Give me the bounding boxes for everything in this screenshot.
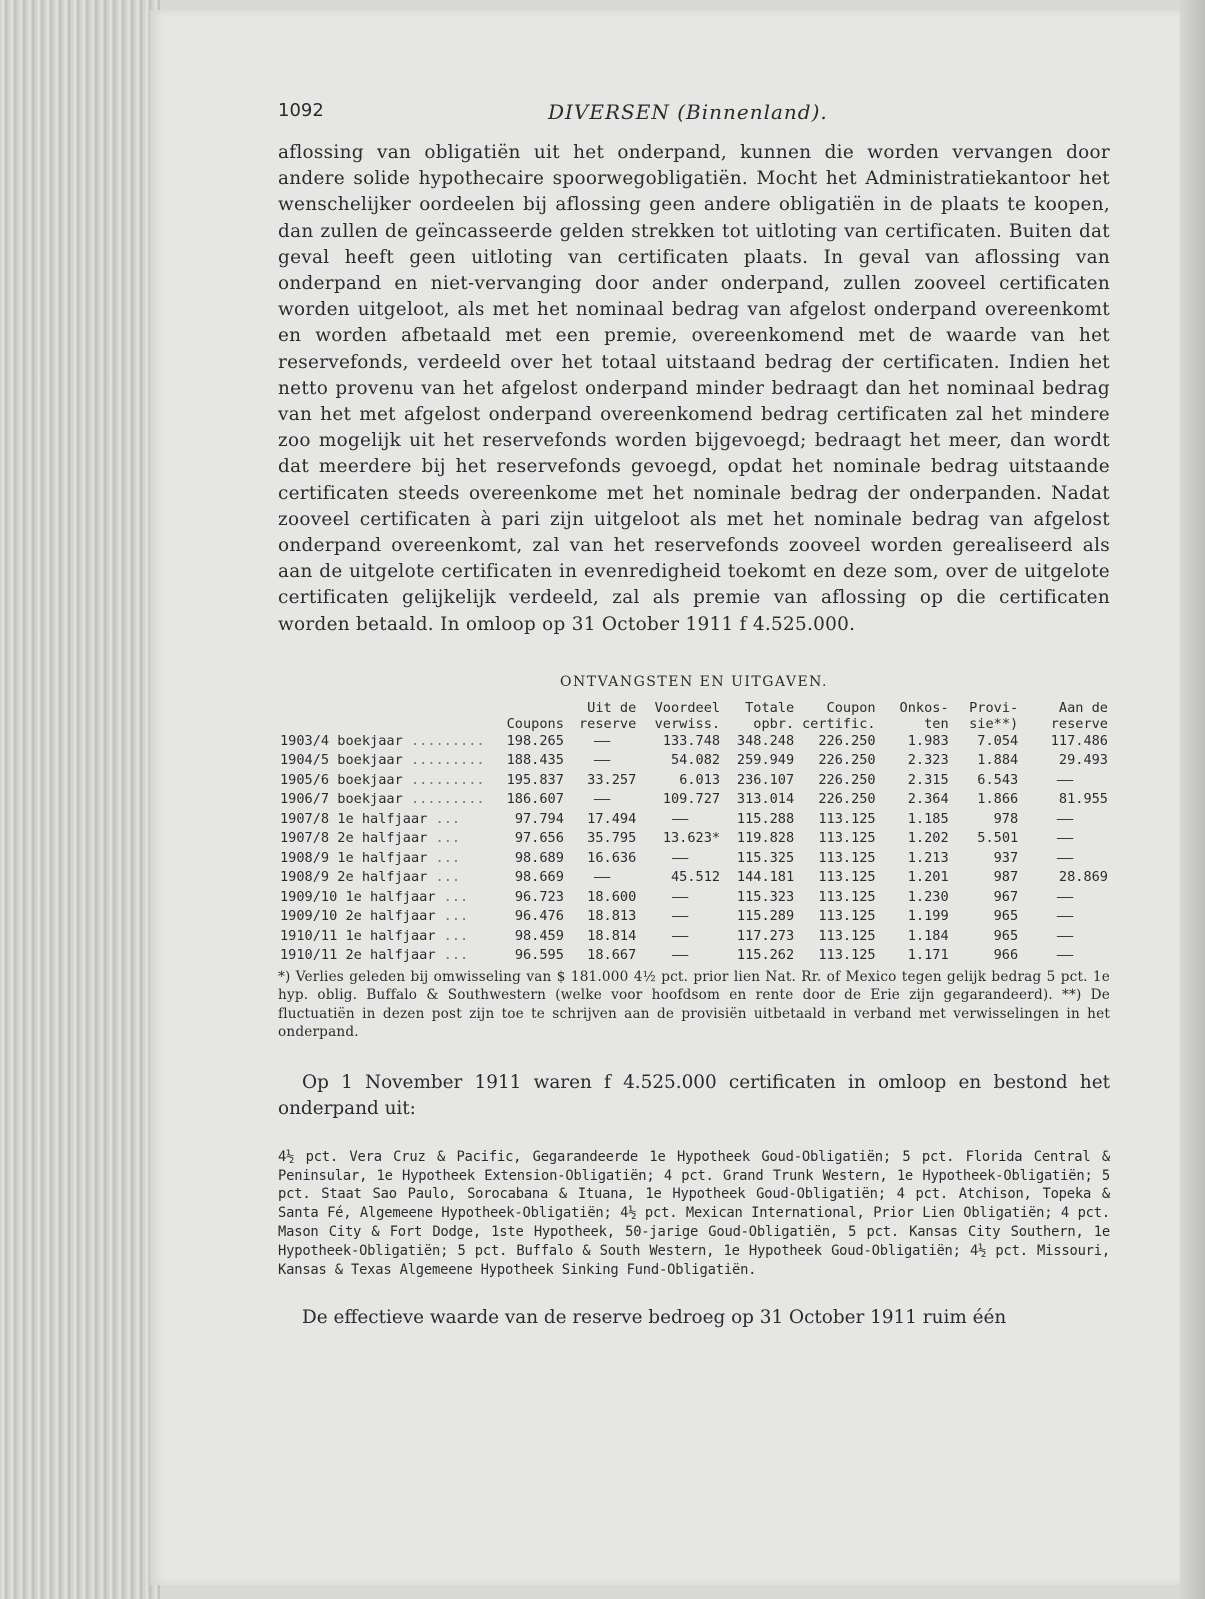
header-row-top [278, 700, 1110, 716]
table-cell: 2.323 [907, 752, 949, 769]
table-cell: 186.607 [506, 791, 564, 808]
table-cell: —— [1056, 771, 1074, 788]
table-cell: 113.125 [818, 947, 876, 964]
table-cell: 115.288 [736, 810, 795, 827]
table-cell: 33.257 [587, 771, 637, 788]
table-cell: 113.125 [818, 888, 876, 905]
table-cell: 115.262 [736, 947, 795, 964]
column-header [278, 700, 487, 716]
table-cell: 978 [993, 810, 1019, 827]
table-cell: —— [672, 908, 689, 925]
table-cell: 5.501 [977, 830, 1019, 847]
book-page-edges [0, 0, 160, 1599]
row-label: 1907/8 1e halfjaar [280, 810, 428, 827]
column-header: certific. [801, 715, 876, 732]
table-row [278, 810, 1110, 830]
table-cell: 6.013 [679, 771, 721, 788]
table-cell: 1.866 [977, 791, 1019, 808]
table-cell: 96.723 [514, 888, 564, 905]
column-header: Uit de [587, 699, 637, 716]
table-cell: 348.248 [736, 732, 795, 749]
row-label: 1910/11 2e halfjaar [280, 947, 436, 964]
column-header: Coupons [506, 715, 564, 732]
table-cell: 117.273 [736, 927, 795, 944]
column-header: Totale [745, 699, 795, 716]
table-cell: 133.748 [662, 732, 721, 749]
table-row [278, 790, 1110, 810]
table-cell: 1.184 [907, 927, 949, 944]
table-cell: 1.213 [907, 849, 949, 866]
table-cell: 97.794 [514, 810, 564, 827]
table-cell: 115.325 [736, 849, 795, 866]
table-cell: —— [1056, 830, 1074, 847]
header-row-bottom [278, 716, 1110, 732]
table-cell: —— [593, 752, 611, 769]
row-label-cell [278, 927, 487, 947]
table-body [278, 732, 1110, 966]
table-cell: 81.955 [1058, 791, 1108, 808]
table-cell: 97.656 [514, 830, 564, 847]
table-cell: 113.125 [818, 830, 876, 847]
column-header: reserve [578, 715, 637, 732]
table-cell: —— [672, 927, 689, 944]
table-cell: 259.949 [736, 752, 795, 769]
table-cell: 119.828 [736, 830, 795, 847]
table-cell: —— [672, 810, 689, 827]
table-cell: 226.250 [818, 752, 876, 769]
table-cell: 35.795 [587, 830, 637, 847]
dot-leader: ......... [402, 771, 485, 788]
dot-leader: ... [435, 947, 469, 964]
income-expenses-table [278, 700, 1110, 966]
row-label: 1909/10 1e halfjaar [280, 888, 436, 905]
table-cell: 1.983 [907, 732, 949, 749]
row-label: 1910/11 1e halfjaar [280, 927, 436, 944]
table-row [278, 849, 1110, 869]
table-cell: 29.493 [1058, 752, 1108, 769]
table-footnote: *) Verlies geleden bij omwisseling van $ 181.000 4½ pct. prior lien Nat. Rr. of Mexico tegen gelijk bedrag 5 pct. 1e hyp. oblig. Buffalo & Southwestern (welke voor hoofdsom en rente door de Erie zijn gegarandeerd). **) De fluctuatiën in dezen post zijn toe te schrijven aan de provisiën uitbetaald in verband met verwisselingen in het onderpand. [278, 968, 1110, 1041]
row-label: 1908/9 2e halfjaar [280, 869, 428, 886]
row-label-cell [278, 868, 487, 888]
table-cell: —— [593, 869, 611, 886]
table-cell: 198.265 [506, 732, 564, 749]
table-cell: —— [672, 947, 689, 964]
row-label-cell [278, 829, 487, 849]
book-gutter [1177, 0, 1205, 1599]
table-cell: 1.199 [907, 908, 949, 925]
table-row [278, 771, 1110, 791]
column-header: reserve [1050, 715, 1108, 732]
table-cell: 1.185 [907, 810, 949, 827]
row-label: 1905/6 boekjaar [280, 771, 403, 788]
row-label-cell [278, 888, 487, 908]
reserve-paragraph: De effectieve waarde van de reserve bedroeg op 31 October 1911 ruim één [302, 1307, 1007, 1329]
table-cell: —— [1056, 849, 1074, 866]
table-cell: 226.250 [818, 791, 876, 808]
table-cell: 98.689 [514, 849, 564, 866]
table-cell: 226.250 [818, 732, 876, 749]
table-cell: 54.082 [671, 752, 721, 769]
table-cell: 2.315 [907, 771, 949, 788]
row-label: 1903/4 boekjaar [280, 732, 403, 749]
table-cell: 113.125 [818, 810, 876, 827]
table-cell: 18.813 [587, 908, 637, 925]
table-cell: —— [1056, 888, 1074, 905]
table-cell: 113.125 [818, 927, 876, 944]
table-cell: 226.250 [818, 771, 876, 788]
column-header [487, 700, 566, 716]
column-header: sie**) [969, 715, 1019, 732]
column-header: Voordeel [654, 699, 721, 716]
table-cell: 18.600 [587, 888, 637, 905]
column-header: Aan de [1058, 699, 1108, 716]
column-header: verwiss. [654, 715, 721, 732]
table-cell: 937 [993, 849, 1019, 866]
dot-leader: ... [427, 810, 461, 827]
column-header [278, 716, 487, 732]
table-cell: 144.181 [736, 869, 795, 886]
row-label-cell [278, 810, 487, 830]
table-cell: 1.171 [907, 947, 949, 964]
row-label: 1908/9 1e halfjaar [280, 849, 428, 866]
table-cell: 96.595 [514, 947, 564, 964]
table-row [278, 946, 1110, 966]
table-cell: 28.869 [1058, 869, 1108, 886]
table-cell: 195.837 [506, 771, 564, 788]
collateral-intro: Op 1 November 1911 waren f 4.525.000 certificaten in omloop en bestond het onderpand uit: [278, 1071, 1110, 1119]
table-cell: —— [1056, 947, 1074, 964]
table-cell: 7.054 [977, 732, 1019, 749]
row-label-cell [278, 907, 487, 927]
table-row [278, 751, 1110, 771]
column-header: Coupon [826, 699, 876, 716]
table-cell: 113.125 [818, 869, 876, 886]
table-cell: 113.125 [818, 908, 876, 925]
table-cell: 98.669 [514, 869, 564, 886]
body-paragraph: aflossing van obligatiën uit het onderpand, kunnen die worden vervangen door andere solide hypothecaire spoorwegobligatiën. Mocht het Administratiekantoor het wenschelijker oordeelen bij aflossing geen andere obligatiën in de plaats te koopen, dan zullen de geïncasseerde gelden strekken tot uitloting van certificaten. Buiten dat geval heeft geen uitloting van certificaten plaats. In geval van aflossing van onderpand en niet-vervanging door ander onderpand, zullen zooveel certificaten worden uitgeloot, als met het nominaal bedrag van afgelost onderpand overeenkomt en worden afbetaald met een premie, overeenkomend met de waarde van het reservefonds, verdeeld over het totaal uitstaand bedrag der certificaten. Indien het netto provenu van het afgelost onderpand minder bedraagt dan het nominaal bedrag van het met afgelost onderpand overeenkomend bedrag certificaten zal het mindere zoo mogelijk uit het reservefonds worden bijgevoegd; bedraagt het meer, dan wordt dat meerdere bij het reservefonds gevoegd, opdat het nominale bedrag uitstaande certificaten steeds overeenkome met het nominale bedrag der onderpanden. Nadat zooveel certificaten à pari zijn uitgeloot als met het nominale bedrag van afgelost onderpand overeenkomt, zal van het reservefonds zooveel worden gerealiseerd als aan de uitgelote certificaten in evenredigheid toekomt en deze som, over de uitgelote certificaten gelijkelijk verdeeld, zal als premie van aflossing op die certificaten worden betaald. In omloop op 31 October 1911 f 4.525.000. [278, 142, 1110, 635]
table-row [278, 927, 1110, 947]
page-content [278, 100, 1110, 1331]
row-label: 1907/8 2e halfjaar [280, 830, 428, 847]
table-cell: 966 [993, 947, 1019, 964]
row-label-cell [278, 751, 487, 771]
table-cell: —— [1056, 927, 1074, 944]
table-cell: 18.814 [587, 927, 637, 944]
dot-leader: ... [427, 830, 461, 847]
table-cell: 965 [993, 927, 1019, 944]
table-cell: 1.201 [907, 869, 949, 886]
row-label-cell [278, 771, 487, 791]
table-cell: 1.884 [977, 752, 1019, 769]
table-row [278, 907, 1110, 927]
table-cell: —— [672, 849, 689, 866]
table-row [278, 829, 1110, 849]
table-cell: 987 [993, 869, 1019, 886]
table-cell: 967 [993, 888, 1019, 905]
table-row [278, 868, 1110, 888]
column-header: Onkos- [899, 699, 949, 716]
table-cell: 115.323 [736, 888, 795, 905]
table-cell: 1.202 [907, 830, 949, 847]
table-cell: 18.667 [587, 947, 637, 964]
dot-leader: ... [435, 927, 469, 944]
dot-leader: ......... [402, 752, 485, 769]
column-header: ten [924, 715, 949, 732]
table-cell: —— [672, 888, 689, 905]
table-cell: 98.459 [514, 927, 564, 944]
running-head [278, 100, 1110, 140]
table-cell: 109.727 [662, 791, 721, 808]
table-cell: 45.512 [671, 869, 721, 886]
table-cell: 965 [993, 908, 1019, 925]
table-cell: —— [1056, 908, 1074, 925]
column-header: opbr. [753, 715, 795, 732]
table-cell: 6.543 [977, 771, 1019, 788]
row-label-cell [278, 849, 487, 869]
table-cell: —— [593, 732, 611, 749]
collateral-list: 4½ pct. Vera Cruz & Pacific, Gegarandeerde 1e Hypotheek Goud-Obligatiën; 5 pct. Florida Central & Peninsular, 1e Hypotheek Extension-Obligatiën; 4 pct. Grand Trunk Western, 1e Hypotheek-Obligatiën; 5 pct. Staat Sao Paulo, Sorocabana & Ituana, 1e Hypotheek Goud-Obligatiën; 4 pct. Atchison, Topeka & Santa Fé, Algemeene Hypotheek-Obligatiën; 4½ pct. Mexican International, Prior Lien Obligatiën; 4 pct. Mason City & Fort Dodge, 1ste Hypotheek, 50-jarige Goud-Obligatiën, 5 pct. Kansas City Southern, 1e Hypotheek-Obligatiën; 5 pct. Buffalo & South Western, 1e Hypotheek Goud-Obligatiën; 4½ pct. Missouri, Kansas & Texas Algemeene Hypotheek Sinking Fund-Obligatiën. [278, 1148, 1110, 1278]
row-label-cell [278, 732, 487, 752]
table-title: ONTVANGSTEN EN UITGAVEN. [560, 673, 828, 690]
running-title: DIVERSEN (Binnenland). [548, 100, 828, 124]
table-cell: 96.476 [514, 908, 564, 925]
dot-leader: ... [427, 849, 461, 866]
table-cell: —— [1056, 810, 1074, 827]
row-label: 1904/5 boekjaar [280, 752, 403, 769]
table-row [278, 888, 1110, 908]
row-label: 1909/10 2e halfjaar [280, 908, 436, 925]
table-cell: 17.494 [587, 810, 637, 827]
main-text [278, 140, 1110, 638]
table-cell: 117.486 [1050, 732, 1108, 749]
table-cell: 236.107 [736, 771, 795, 788]
row-label-cell [278, 790, 487, 810]
column-header: Provi- [969, 699, 1019, 716]
dot-leader: ... [427, 869, 461, 886]
table-header [278, 700, 1110, 732]
page-number: 1092 [278, 100, 324, 121]
table-cell: 313.014 [736, 791, 795, 808]
table-cell: 188.435 [506, 752, 564, 769]
table-row [278, 732, 1110, 752]
dot-leader: ......... [402, 732, 485, 749]
table-cell: —— [593, 791, 611, 808]
table-cell: 115.289 [736, 908, 795, 925]
table-cell: 1.230 [907, 888, 949, 905]
table-cell: 2.364 [907, 791, 949, 808]
dot-leader: ... [435, 908, 469, 925]
table-cell: 13.623* [662, 830, 721, 847]
row-label: 1906/7 boekjaar [280, 791, 403, 808]
table-cell: 113.125 [818, 849, 876, 866]
dot-leader: ......... [402, 791, 485, 808]
row-label-cell [278, 946, 487, 966]
dot-leader: ... [435, 888, 469, 905]
table-cell: 16.636 [587, 849, 637, 866]
